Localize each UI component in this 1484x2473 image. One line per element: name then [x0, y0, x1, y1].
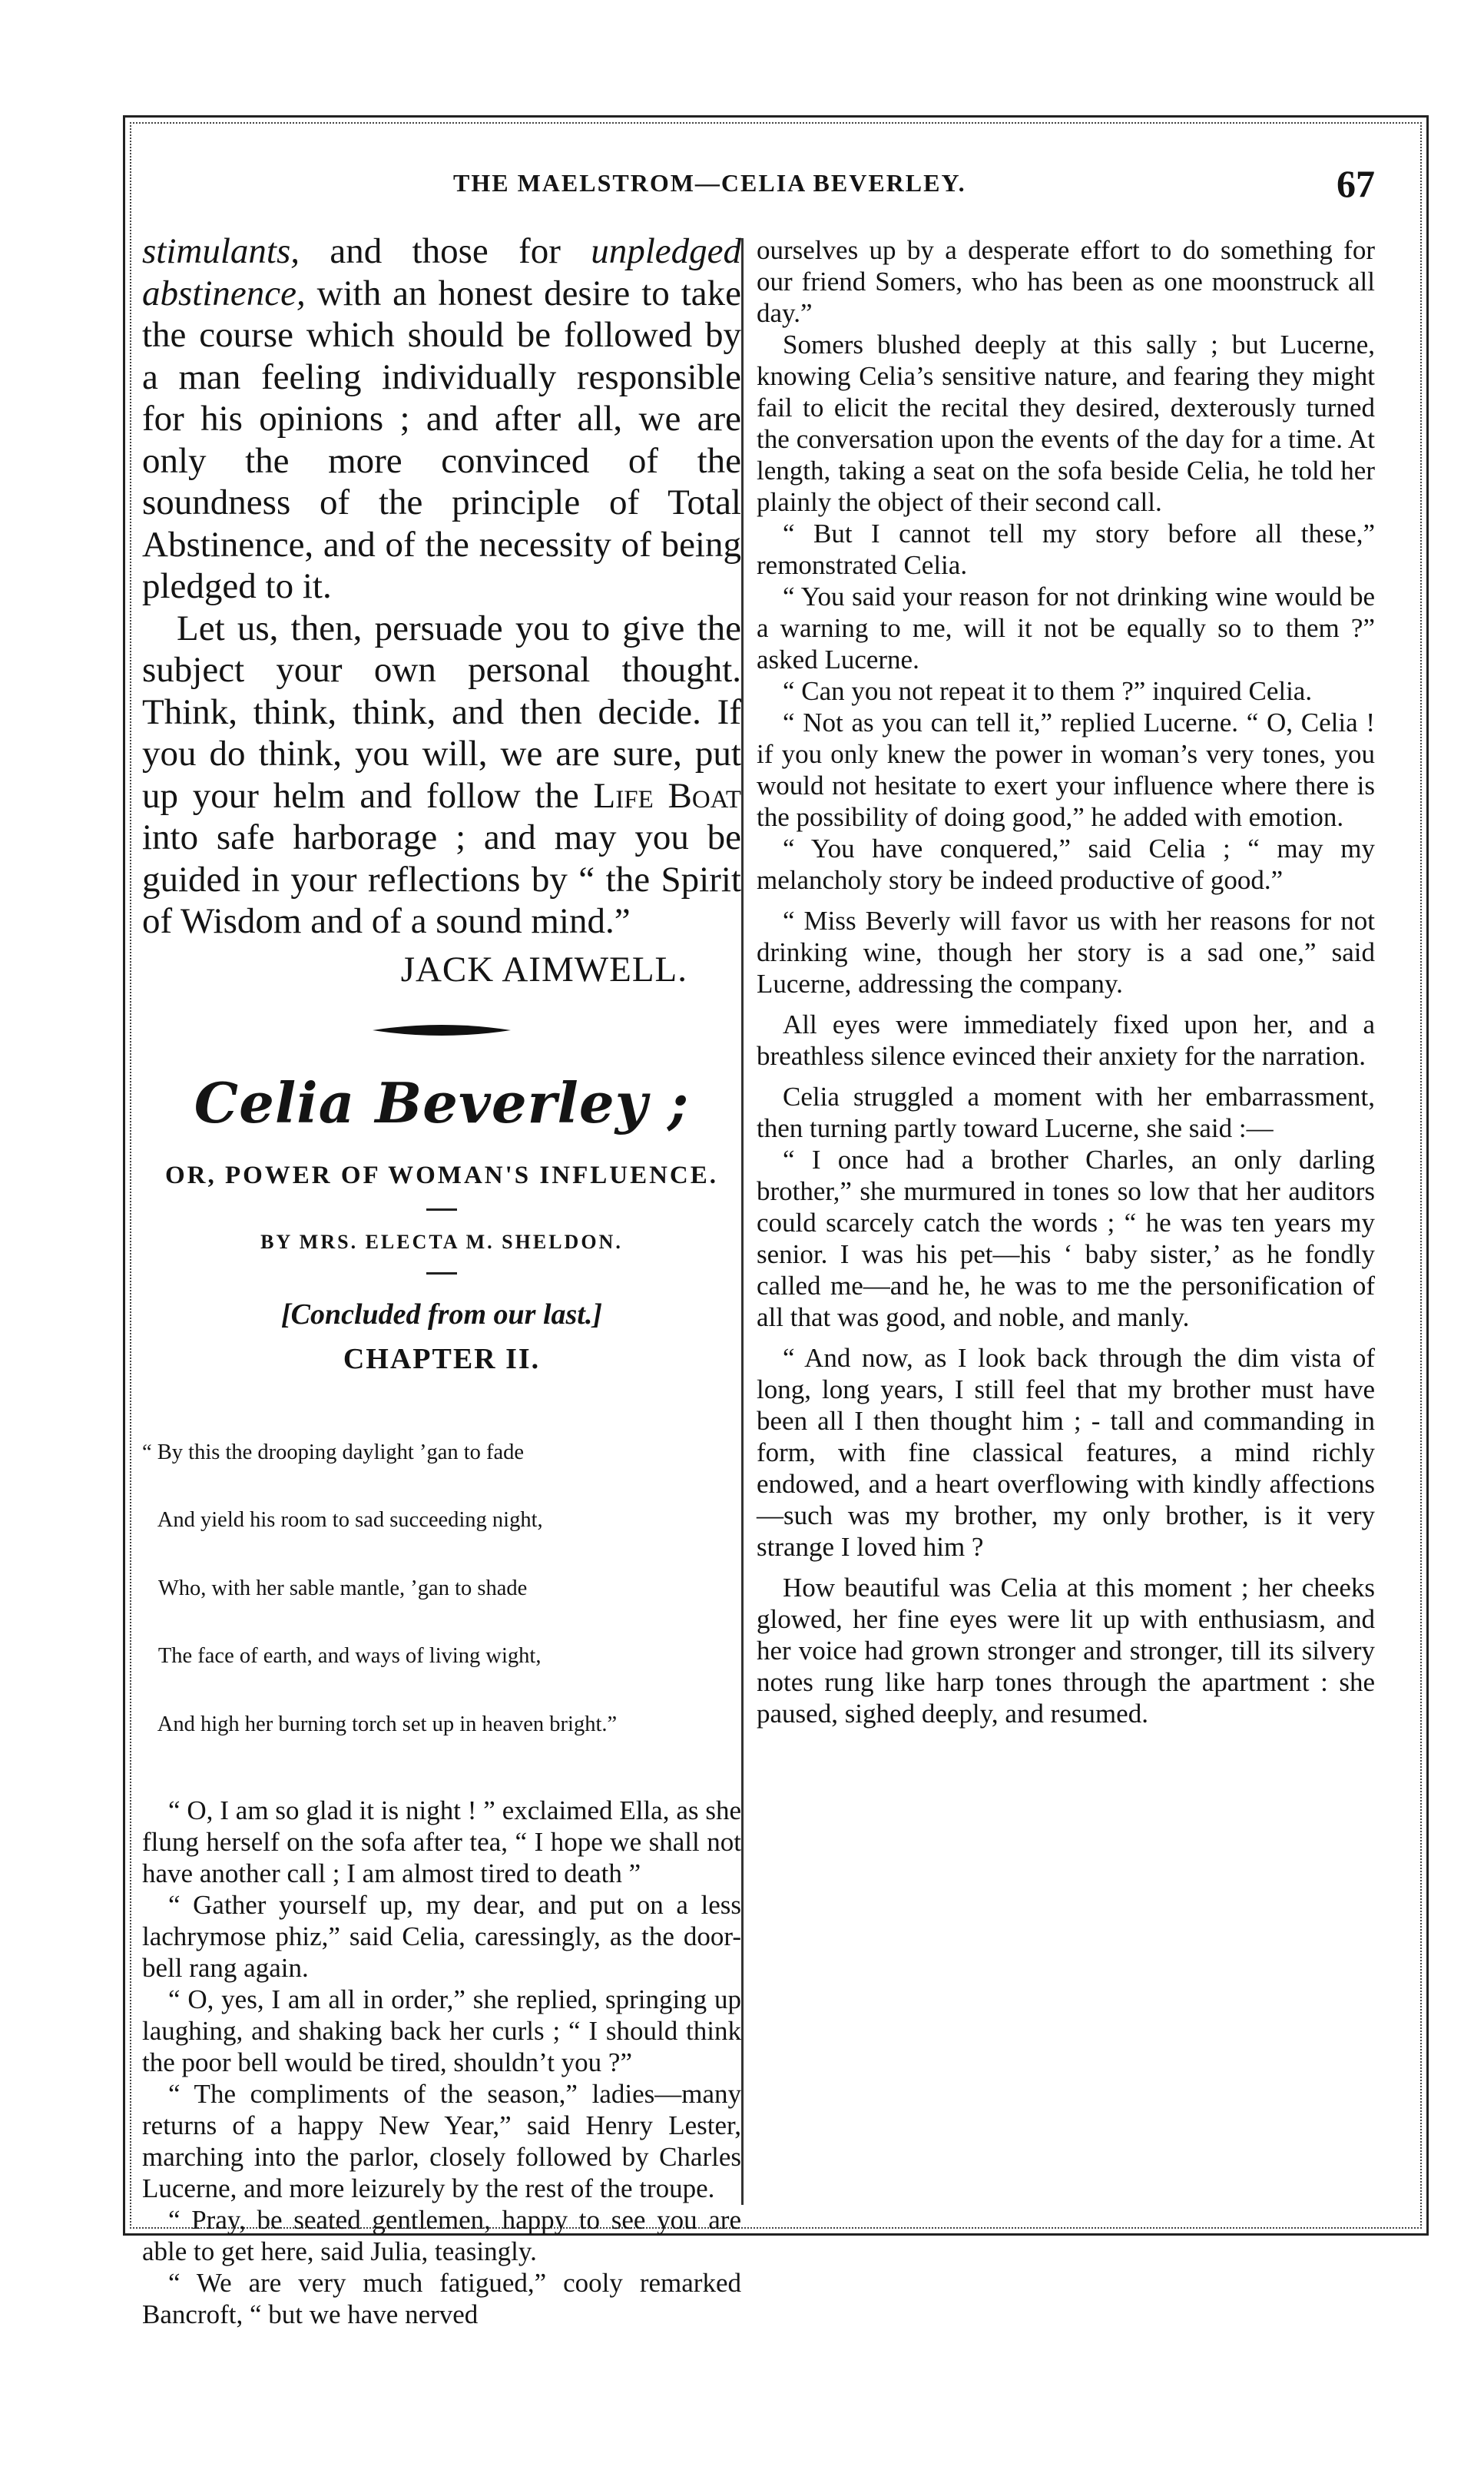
- paragraph: All eyes were immediately fixed upon her, and a breathless silence evinced their anxiety for the narration.: [757, 1009, 1375, 1071]
- epigraph-poem: [142, 1396, 741, 1782]
- ornament-divider: [373, 1021, 511, 1039]
- paragraph: “ But I cannot tell my story before all these,” remonstrated Celia.: [757, 519, 1375, 580]
- page-number: 67: [1337, 162, 1375, 205]
- left-column: [142, 230, 741, 2330]
- paragraph: “ You have conquered,” said Celia ; “ may my melancholy story be indeed productive of good.”: [757, 834, 1375, 895]
- short-rule: [426, 1272, 457, 1275]
- short-rule: [426, 1208, 457, 1211]
- story-title: Celia Beverley ;: [194, 1069, 690, 1135]
- paragraph: ourselves up by a desperate effort to do something for our friend Somers, who has been as one moonstruck all day.”: [757, 235, 1375, 328]
- poem-line: The face of earth, and ways of living wight,: [142, 1644, 542, 1668]
- paragraph: “ Not as you can tell it,” replied Lucerne. “ O, Celia ! if you only knew the power in woman’s very tones, you would not hesitate to exert your influence where there is the possibility of doing good,” he added with emotion.: [757, 708, 1375, 832]
- concluded-note: [Concluded from our last.]: [280, 1298, 603, 1331]
- paragraph: “ And now, as I look back through the dim vista of long, long years, I still feel that my brother must have been all I then thought him ; - tall and commanding in form, with fine classical features, a mind richly endowed, and a heart overflowing with kindly affections—such was my brother, my only brother, is it very strange I loved him ?: [757, 1343, 1375, 1562]
- text-run: and those for: [300, 231, 591, 271]
- paragraph: “ O, yes, I am all in order,” she replied, springing up laughing, and shaking back her curls ; “ I should think the poor bell would be tired, shouldn’t you ?”: [142, 1984, 741, 2077]
- byline: BY MRS. ELECTA M. SHELDON.: [260, 1230, 623, 1253]
- poem-line: “ By this the drooping daylight ’gan to fade: [142, 1440, 525, 1464]
- paragraph: Celia struggled a moment with her embarrassment, then turning partly toward Lucerne, she said :—: [757, 1082, 1375, 1143]
- paragraph: “ We are very much fatigued,” cooly remarked Bancroft, “ but we have nerved: [142, 2268, 741, 2329]
- page-header: [177, 161, 1390, 207]
- text-run: with an honest desire to take the course which should be followed by a man feeling individually responsible for his opinions ; and after all, we are only the more convinced of the soundness of the principle of Total Abstinence, and of the necessity of being pledged to it.: [142, 273, 741, 606]
- author-signature: JACK AIMWELL.: [400, 949, 687, 990]
- paragraph: How beautiful was Celia at this moment ; her cheeks glowed, her fine eyes were lit up with enthusiasm, and her voice had grown stronger and stronger, till its silvery notes rung like harp tones through the apartment : she paused, sighed deeply, and resumed.: [757, 1573, 1375, 1729]
- story-subtitle: OR, POWER OF WOMAN'S INFLUENCE.: [164, 1161, 719, 1189]
- poem-line: And yield his room to sad succeeding night,: [142, 1508, 543, 1532]
- paragraph: [142, 230, 741, 608]
- paragraph: “ I once had a brother Charles, an only darling brother,” she murmured in tones so low that her auditors could scarcely catch the words ; “ he was ten years my senior. I was his pet—his ‘ baby sister,’ as he fondly called me—and he, he was to me the personification of all that was good, and noble, and manly.: [757, 1145, 1375, 1332]
- small-caps-text: Life Boat: [593, 775, 741, 816]
- italic-text: stimulants,: [142, 231, 300, 271]
- paragraph: “ Gather yourself up, my dear, and put on a less lachrymose phiz,” said Celia, caressingly, as the door-bell rang again.: [142, 1890, 741, 1983]
- poem-line: Who, with her sable mantle, ’gan to shade: [142, 1576, 528, 1600]
- paragraph: “ O, I am so glad it is night ! ” exclaimed Ella, as she flung herself on the sofa after tea, “ I hope we shall not have another call ; I am almost tired to death ”: [142, 1795, 741, 1888]
- column-divider: [741, 238, 744, 2205]
- running-title: THE MAELSTROM—CELIA BEVERLEY.: [453, 169, 966, 197]
- text-run: Let us, then, persuade you to give the subject your own personal thought. Think, think, think, and then decide. If you do think, you will, we are sure, put up your helm and follow the: [142, 608, 741, 816]
- paragraph: “ Pray, be seated gentlemen, happy to see you are able to get here, said Julia, teasingly.: [142, 2205, 741, 2266]
- chapter-heading: CHAPTER II.: [343, 1342, 541, 1375]
- right-column: [757, 234, 1375, 1729]
- text-run: into safe harborage ; and may you be guided in your reflections by “ the Spirit of Wisdom and of a sound mind.”: [142, 817, 741, 941]
- paragraph: “ You said your reason for not drinking wine would be a warning to me, will it not be equally so to them ?” asked Lucerne.: [757, 582, 1375, 675]
- paragraph: “ The compliments of the season,” ladies—many returns of a happy New Year,” said Henry Lester, marching into the parlor, closely followed by Charles Lucerne, and more leizurely by the rest of the troupe.: [142, 2079, 741, 2203]
- paragraph: Somers blushed deeply at this sally ; but Lucerne, knowing Celia’s sensitive nature, and fearing they might fail to elicit the recital they desired, dexterously turned the conversation upon the events of the day for a time. At length, taking a seat on the sofa beside Celia, he told her plainly the object of their second call.: [757, 330, 1375, 517]
- paragraph: “ Miss Beverly will favor us with her reasons for not drinking wine, though her story is a sad one,” said Lucerne, addressing the company.: [757, 906, 1375, 999]
- paragraph: [142, 608, 741, 943]
- paragraph: “ Can you not repeat it to them ?” inquired Celia.: [783, 676, 1313, 706]
- italic-text: unpledged abstinence,: [142, 231, 741, 313]
- poem-line: And high her burning torch set up in heaven bright.”: [142, 1712, 618, 1736]
